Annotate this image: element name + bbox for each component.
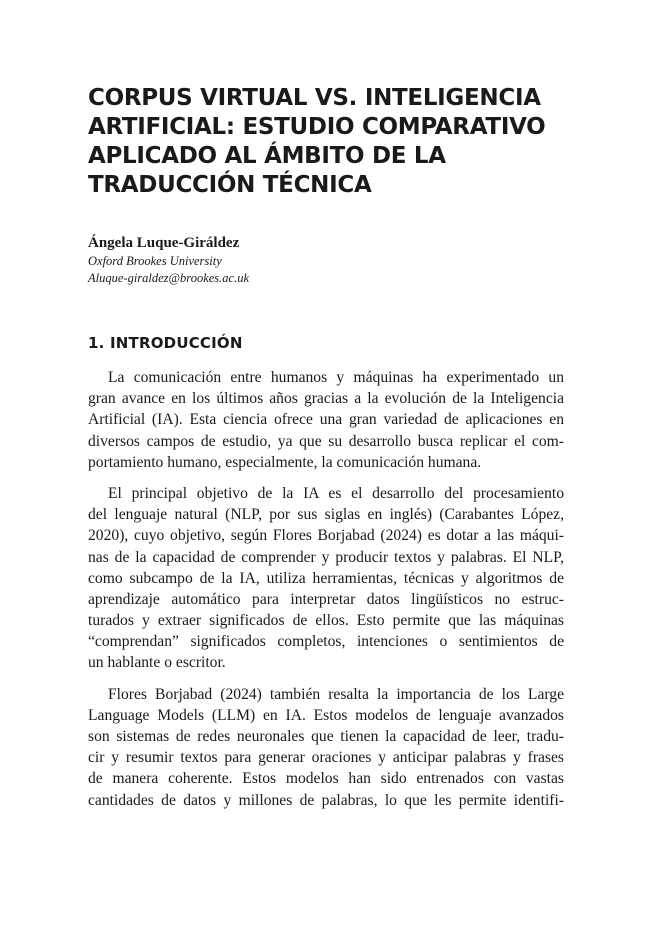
paragraph-line: como subcampo de la IA, utiliza herramientas, técnicas y algoritmos de (88, 569, 564, 587)
title-line: CORPUS VIRTUAL VS. INTELIGENCIA (88, 85, 541, 111)
paragraph-line: cantidades de datos y millones de palabras, lo que les permite identifi- (88, 791, 564, 809)
paragraph-line: Language Models (LLM) en IA. Estos modelos de lenguaje avanzados (88, 706, 564, 724)
paragraph-line: Flores Borjabad (2024) también resalta la importancia de los Large (108, 685, 564, 703)
paragraph-line: nas de la capacidad de comprender y producir textos y palabras. El NLP, (88, 548, 564, 566)
author-name: Ángela Luque-Giráldez (88, 235, 240, 251)
body-paragraph (88, 367, 564, 473)
paragraph-line: del lenguaje natural (NLP, por sus siglas en inglés) (Carabantes López, (88, 506, 564, 524)
title-line: APLICADO AL ÁMBITO DE LA (88, 143, 446, 169)
paragraph-line: El principal objetivo de la IA es el desarrollo del procesamiento (108, 484, 564, 502)
paragraph-line: aprendizaje automático para interpretar datos lingüísticos no estruc- (88, 590, 564, 608)
paragraph-line: son sistemas de redes neuronales que tienen la capacidad de leer, tradu- (88, 728, 564, 745)
paragraph-line: gran avance en los últimos años gracias a la evolución de la Inteligencia (88, 390, 564, 408)
author-email: Aluque-giraldez@brookes.ac.uk (88, 271, 249, 285)
title-line: ARTIFICIAL: ESTUDIO COMPARATIVO (88, 114, 546, 140)
paragraph-line: Artificial (IA). Esta ciencia ofrece una gran variedad de aplicaciones en (88, 411, 564, 429)
paragraph-line: un hablante o escritor. (88, 654, 226, 672)
paragraph-line: portamiento humano, especialmente, la comunicación humana. (88, 453, 482, 471)
paragraph-line: “comprendan” significados completos, intenciones o sentimientos de (88, 633, 564, 651)
author-affiliation: Oxford Brookes University (88, 254, 222, 268)
section-number: 1. (88, 334, 105, 352)
paragraph-line: diversos campos de estudio, ya que su desarrollo busca replicar el com- (88, 432, 564, 450)
page (88, 84, 564, 821)
paper-title (88, 84, 564, 200)
author-block (88, 234, 564, 287)
paragraph-line: La comunicación entre humanos y máquinas ha experimentado un (108, 369, 564, 386)
section-title: INTRODUCCIÓN (110, 334, 243, 352)
title-line: TRADUCCIÓN TÉCNICA (88, 172, 372, 198)
body-paragraph (88, 684, 564, 811)
paragraph-line: de manera coherente. Estos modelos han sido entrenados con vastas (88, 770, 564, 788)
paragraph-line: cir y resumir textos para generar oraciones y anticipar palabras y frases (88, 749, 564, 767)
section-heading (88, 333, 564, 353)
body-paragraph (88, 483, 564, 674)
paragraph-line: turados y extraer significados de ellos. Esto permite que las máquinas (88, 612, 564, 630)
paragraph-line: 2020), cuyo objetivo, según Flores Borjabad (2024) es dotar a las máqui- (88, 527, 564, 545)
